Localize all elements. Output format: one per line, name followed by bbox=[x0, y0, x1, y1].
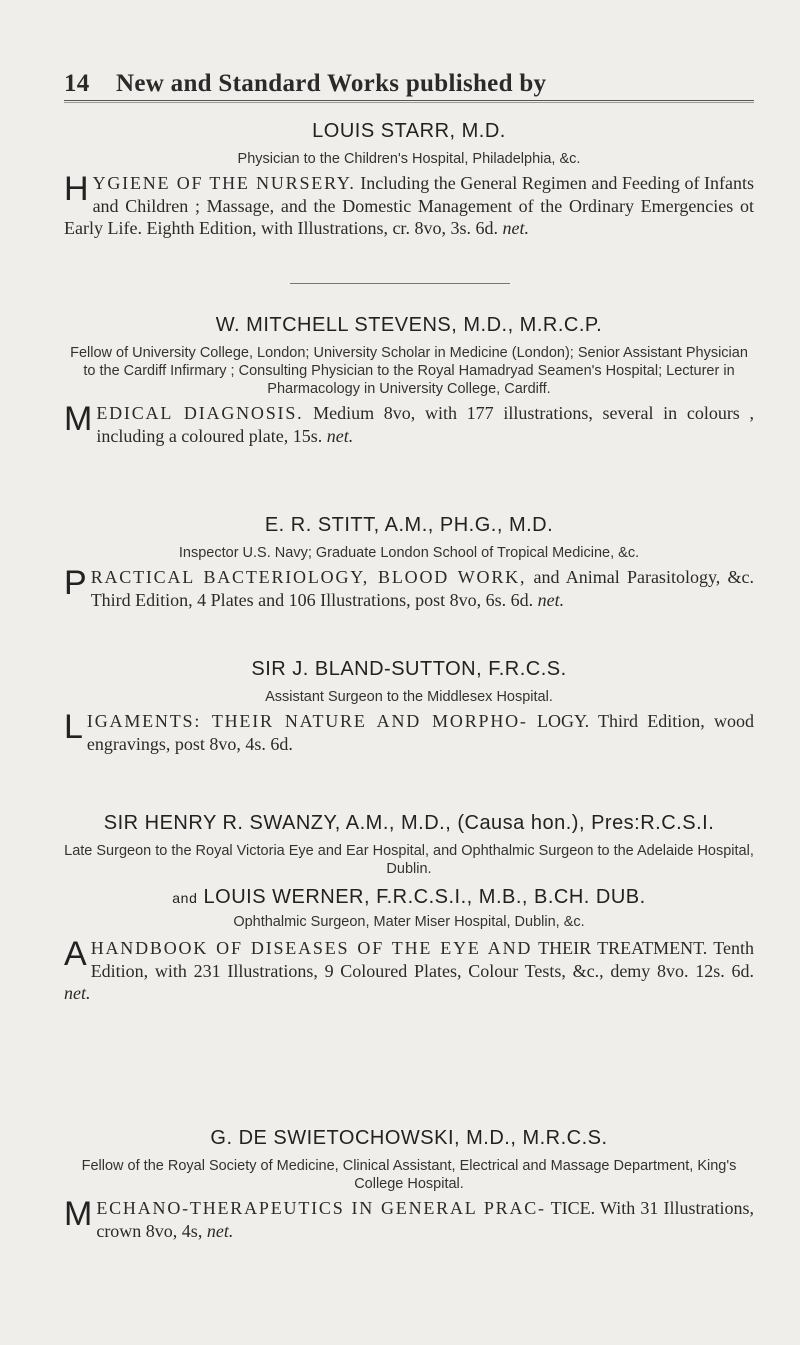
entry-starr bbox=[64, 118, 754, 240]
section-divider bbox=[290, 283, 510, 284]
book-title: HANDBOOK OF DISEASES OF THE EYE AND bbox=[90, 938, 533, 958]
book-listing bbox=[64, 402, 754, 447]
book-listing bbox=[64, 1197, 754, 1242]
coauthor-prefix: and bbox=[172, 890, 198, 906]
book-listing bbox=[64, 937, 754, 1005]
book-description: and Animal Parasitology, &c. Third Edition, 4 Plates and 106 Illustrations, post 8vo, 6s. 6d. bbox=[90, 567, 754, 610]
header-rule-lower bbox=[64, 102, 754, 103]
author-name: W. MITCHELL STEVENS, M.D., M.R.C.P. bbox=[215, 314, 603, 336]
author-name: E. R. STITT, A.M., PH.G., M.D. bbox=[264, 514, 554, 536]
author-name: G. DE SWIETOCHOWSKI, M.D., M.R.C.S. bbox=[210, 1127, 608, 1149]
entry-bland-sutton bbox=[64, 656, 754, 755]
author-affiliation: Late Surgeon to the Royal Victoria Eye and Ear Hospital, and Ophthalmic Surgeon to the Adelaide Hospital, Dublin. bbox=[64, 843, 754, 877]
book-description: Medium 8vo, with 177 illustrations, several in colours , including a coloured plate, 15s. bbox=[96, 403, 754, 446]
author-affiliation: Inspector U.S. Navy; Graduate London School of Tropical Medicine, &c. bbox=[178, 545, 640, 561]
author-affiliation: Assistant Surgeon to the Middlesex Hospital. bbox=[265, 689, 553, 705]
running-header bbox=[64, 70, 754, 98]
book-title: ECHANO-THERAPEUTICS IN GENERAL PRAC- bbox=[96, 1198, 546, 1218]
net-price-label: net. bbox=[537, 589, 565, 610]
book-listing bbox=[64, 172, 754, 240]
coauthor-affiliation: Ophthalmic Surgeon, Mater Miser Hospital, Dublin, &c. bbox=[233, 914, 585, 930]
net-price-label: net. bbox=[206, 1220, 234, 1241]
author-affiliation: Physician to the Children's Hospital, Philadelphia, &c. bbox=[237, 151, 581, 167]
drop-cap: P bbox=[64, 564, 87, 602]
book-title: EDICAL DIAGNOSIS. bbox=[96, 403, 304, 423]
book-description: Including the General Regimen and Feeding of Infants and Children ; Massage, and the Domestic Management of the Ordinary Emergencies ot Early Life. Eighth Edition, with Illustrations, cr. 8vo, 3s. 6d. bbox=[64, 173, 754, 238]
header-rule bbox=[64, 100, 754, 101]
book-title: YGIENE OF THE NURSERY. bbox=[92, 173, 356, 193]
entry-swietochowski bbox=[64, 1125, 754, 1242]
author-name bbox=[64, 810, 754, 836]
drop-cap: L bbox=[64, 708, 83, 746]
net-price-label: net. bbox=[64, 983, 91, 1003]
coauthor-name: LOUIS WERNER, F.R.C.S.I., M.B., B.CH. DUB. bbox=[203, 886, 646, 908]
author-name: LOUIS STARR, M.D. bbox=[312, 120, 506, 142]
book-title: IGAMENTS: THEIR NATURE AND MORPHO- bbox=[86, 711, 528, 731]
book-listing bbox=[64, 710, 754, 755]
coauthor-line bbox=[64, 884, 754, 911]
net-price-label: net. bbox=[326, 425, 354, 446]
page-number: 14 bbox=[64, 70, 90, 97]
book-description: THEIR TREATMENT. Tenth Edition, with 231 Illustrations, 9 Coloured Plates, Colour Tests, &c., demy 8vo. 12s. 6d. bbox=[90, 938, 754, 981]
drop-cap: A bbox=[64, 935, 87, 973]
book-title: RACTICAL BACTERIOLOGY, BLOOD WORK, bbox=[90, 567, 527, 587]
book-description: TICE. With 31 Illustrations, crown 8vo, 4s, bbox=[96, 1198, 754, 1241]
net-price-label: net. bbox=[502, 218, 529, 238]
drop-cap: H bbox=[64, 170, 89, 208]
author-name-text: SIR HENRY R. SWANZY, A.M., M.D., (Causa hon.), Pres:R.C.S.I. bbox=[103, 812, 715, 834]
book-listing bbox=[64, 566, 754, 611]
author-affiliation: Fellow of the Royal Society of Medicine, Clinical Assistant, Electrical and Massage Department, King's College Hospital. bbox=[81, 1158, 737, 1192]
entry-swanzy bbox=[64, 810, 754, 1005]
author-affiliation: Fellow of University College, London; University Scholar in Medicine (London); Senior Assistant Physician to the Cardiff Infirmary ; Consulting Physician to the Royal Hamadryad Seamen's Hospital; Lecturer in Pharmacology in University College, Cardiff. bbox=[70, 345, 748, 397]
author-name: SIR J. BLAND-SUTTON, F.R.C.S. bbox=[251, 658, 567, 680]
book-description: LOGY. Third Edition, wood engravings, post 8vo, 4s. 6d. bbox=[86, 711, 754, 754]
running-title: New and Standard Works published by bbox=[116, 70, 547, 97]
drop-cap: M bbox=[64, 1195, 93, 1233]
entry-stitt bbox=[64, 512, 754, 611]
drop-cap: M bbox=[64, 400, 93, 438]
entry-stevens bbox=[64, 312, 754, 447]
